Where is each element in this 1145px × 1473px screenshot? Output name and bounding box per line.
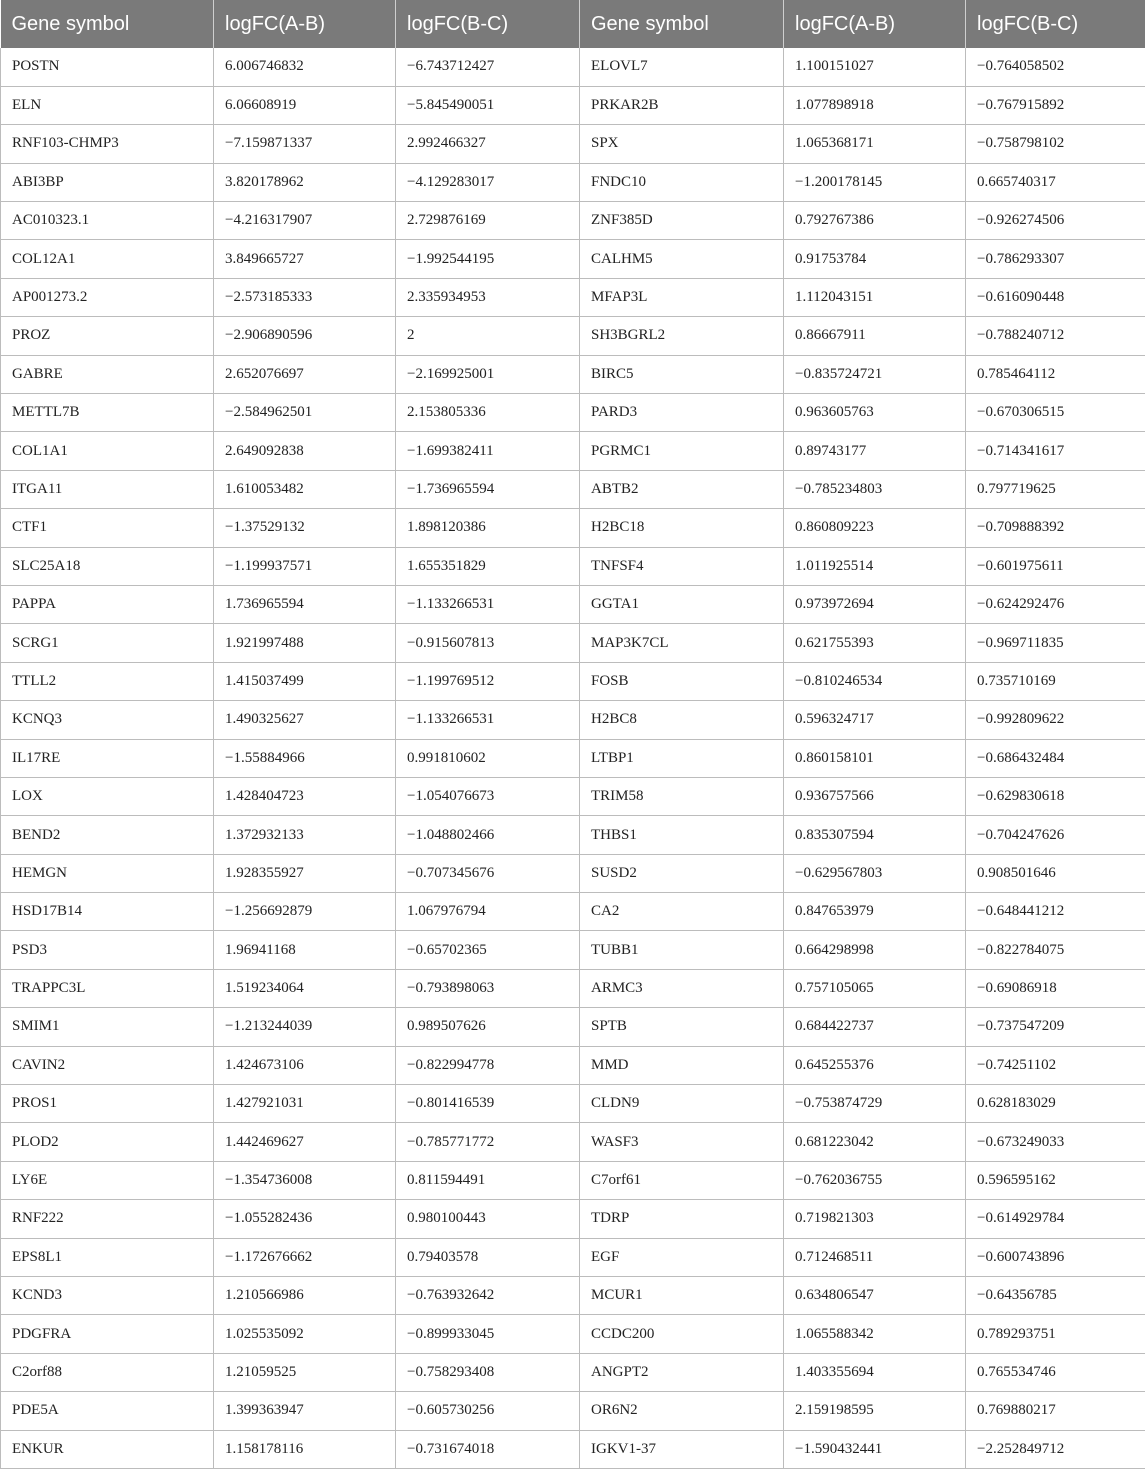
logfc-ab-right-cell: −0.629567803: [784, 854, 966, 892]
header-logfc-ab-right: logFC(A-B): [784, 0, 966, 48]
header-gene-symbol-left: Gene symbol: [1, 0, 214, 48]
table-row: [1, 1008, 1145, 1046]
gene-symbol-right-cell: MAP3K7CL: [580, 624, 784, 662]
logfc-bc-left-cell: 0.811594491: [396, 1161, 580, 1199]
logfc-bc-left-cell: −0.707345676: [396, 854, 580, 892]
logfc-ab-right-cell: 0.86667911: [784, 317, 966, 355]
header-logfc-bc-right: logFC(B-C): [977, 12, 1079, 35]
table-row: [1, 470, 1145, 508]
logfc-bc-left-cell: −1.133266531: [396, 701, 580, 739]
logfc-ab-left-cell: 1.210566986: [214, 1277, 396, 1315]
logfc-ab-right-cell: 0.847653979: [784, 893, 966, 931]
logfc-ab-left-cell: 1.736965594: [214, 585, 396, 623]
table-row: [1, 1430, 1145, 1468]
logfc-ab-right-cell: 2.159198595: [784, 1392, 966, 1430]
gene-symbol-left-cell: METTL7B: [1, 394, 214, 432]
table-header: [1, 0, 1145, 48]
gene-symbol-left-cell: COL1A1: [1, 432, 214, 470]
gene-symbol-left-cell: IL17RE: [1, 739, 214, 777]
gene-symbol-left-cell: RNF103-CHMP3: [1, 125, 214, 163]
logfc-bc-left-cell: −0.785771772: [396, 1123, 580, 1161]
gene-symbol-right-cell: ABTB2: [580, 470, 784, 508]
table-row: [1, 777, 1145, 815]
logfc-ab-left-cell: −1.055282436: [214, 1200, 396, 1238]
table-row: [1, 163, 1145, 201]
logfc-bc-right-cell: 0.797719625: [966, 470, 1145, 508]
gene-symbol-left-cell: PDGFRA: [1, 1315, 214, 1353]
logfc-ab-left-cell: 1.427921031: [214, 1085, 396, 1123]
logfc-bc-right-cell: 0.665740317: [966, 163, 1145, 201]
table-row: [1, 1277, 1145, 1315]
logfc-ab-right-cell: 0.645255376: [784, 1046, 966, 1084]
logfc-bc-right-cell: −2.252849712: [966, 1430, 1145, 1468]
table-row: [1, 1161, 1145, 1199]
logfc-ab-left-cell: 1.025535092: [214, 1315, 396, 1353]
gene-symbol-right-cell: PGRMC1: [580, 432, 784, 470]
logfc-ab-left-cell: −1.55884966: [214, 739, 396, 777]
logfc-bc-left-cell: −1.133266531: [396, 585, 580, 623]
logfc-bc-left-cell: −5.845490051: [396, 86, 580, 124]
logfc-bc-right-cell: −0.624292476: [966, 585, 1145, 623]
logfc-ab-left-cell: −2.584962501: [214, 394, 396, 432]
logfc-ab-left-cell: −1.256692879: [214, 893, 396, 931]
table-row: [1, 1392, 1145, 1430]
logfc-ab-left-cell: −2.906890596: [214, 317, 396, 355]
logfc-bc-left-cell: 2: [396, 317, 580, 355]
logfc-ab-right-cell: 0.634806547: [784, 1277, 966, 1315]
logfc-ab-right-cell: 1.077898918: [784, 86, 966, 124]
table-row: [1, 1200, 1145, 1238]
gene-symbol-right-cell: CCDC200: [580, 1315, 784, 1353]
table-row: [1, 1046, 1145, 1084]
logfc-bc-right-cell: −0.69086918: [966, 969, 1145, 1007]
gene-symbol-right-cell: BIRC5: [580, 355, 784, 393]
logfc-ab-left-cell: 6.006746832: [214, 48, 396, 86]
table-row: [1, 125, 1145, 163]
table-row: [1, 394, 1145, 432]
logfc-ab-right-cell: 0.792767386: [784, 202, 966, 240]
table-row: [1, 1238, 1145, 1276]
header-gene-symbol-right: Gene symbol: [580, 0, 784, 48]
logfc-ab-left-cell: 3.820178962: [214, 163, 396, 201]
logfc-bc-right-cell: −0.601975611: [966, 547, 1145, 585]
gene-symbol-left-cell: LY6E: [1, 1161, 214, 1199]
logfc-ab-left-cell: −7.159871337: [214, 125, 396, 163]
logfc-bc-right-cell: −0.616090448: [966, 278, 1145, 316]
table-row: [1, 854, 1145, 892]
gene-symbol-left-cell: PLOD2: [1, 1123, 214, 1161]
logfc-bc-left-cell: 0.980100443: [396, 1200, 580, 1238]
logfc-ab-left-cell: 1.928355927: [214, 854, 396, 892]
logfc-bc-right-cell: −0.673249033: [966, 1123, 1145, 1161]
logfc-bc-right-cell: −0.764058502: [966, 48, 1145, 86]
gene-symbol-right-cell: CA2: [580, 893, 784, 931]
logfc-bc-left-cell: −1.199769512: [396, 662, 580, 700]
logfc-bc-left-cell: 2.335934953: [396, 278, 580, 316]
logfc-ab-right-cell: 0.719821303: [784, 1200, 966, 1238]
logfc-bc-left-cell: −0.899933045: [396, 1315, 580, 1353]
gene-symbol-right-cell: SH3BGRL2: [580, 317, 784, 355]
header-logfc-ab-left: logFC(A-B): [214, 0, 396, 48]
table-row: [1, 240, 1145, 278]
logfc-bc-left-cell: −0.758293408: [396, 1353, 580, 1391]
logfc-ab-left-cell: −1.213244039: [214, 1008, 396, 1046]
logfc-ab-right-cell: 0.621755393: [784, 624, 966, 662]
logfc-bc-right-cell: −0.758798102: [966, 125, 1145, 163]
logfc-bc-right-cell: −0.714341617: [966, 432, 1145, 470]
gene-symbol-right-cell: ELOVL7: [580, 48, 784, 86]
gene-symbol-right-cell: SPTB: [580, 1008, 784, 1046]
logfc-ab-left-cell: 1.921997488: [214, 624, 396, 662]
gene-symbol-left-cell: ABI3BP: [1, 163, 214, 201]
logfc-bc-left-cell: 2.153805336: [396, 394, 580, 432]
logfc-bc-left-cell: −0.605730256: [396, 1392, 580, 1430]
logfc-bc-left-cell: −0.793898063: [396, 969, 580, 1007]
logfc-bc-right-cell: −0.992809622: [966, 701, 1145, 739]
table-row: [1, 278, 1145, 316]
table-row: [1, 1315, 1145, 1353]
logfc-bc-left-cell: 0.79403578: [396, 1238, 580, 1276]
logfc-ab-right-cell: 1.100151027: [784, 48, 966, 86]
gene-symbol-right-cell: SPX: [580, 125, 784, 163]
logfc-bc-left-cell: −0.731674018: [396, 1430, 580, 1468]
table-row: [1, 1353, 1145, 1391]
logfc-ab-right-cell: 0.973972694: [784, 585, 966, 623]
gene-symbol-left-cell: COL12A1: [1, 240, 214, 278]
logfc-ab-left-cell: −1.199937571: [214, 547, 396, 585]
logfc-ab-left-cell: 1.610053482: [214, 470, 396, 508]
logfc-ab-right-cell: 0.835307594: [784, 816, 966, 854]
gene-symbol-left-cell: SMIM1: [1, 1008, 214, 1046]
gene-symbol-right-cell: CLDN9: [580, 1085, 784, 1123]
logfc-bc-right-cell: −0.926274506: [966, 202, 1145, 240]
gene-symbol-left-cell: PROS1: [1, 1085, 214, 1123]
logfc-ab-left-cell: −1.354736008: [214, 1161, 396, 1199]
gene-symbol-right-cell: SUSD2: [580, 854, 784, 892]
logfc-ab-right-cell: −0.835724721: [784, 355, 966, 393]
gene-symbol-right-cell: MMD: [580, 1046, 784, 1084]
logfc-bc-right-cell: 0.789293751: [966, 1315, 1145, 1353]
table-row: [1, 893, 1145, 931]
logfc-bc-right-cell: 0.765534746: [966, 1353, 1145, 1391]
logfc-ab-right-cell: −0.762036755: [784, 1161, 966, 1199]
header-row: [1, 0, 1145, 48]
table-row: [1, 86, 1145, 124]
table-row: [1, 931, 1145, 969]
logfc-ab-left-cell: 1.519234064: [214, 969, 396, 1007]
gene-symbol-right-cell: GGTA1: [580, 585, 784, 623]
gene-symbol-right-cell: TDRP: [580, 1200, 784, 1238]
gene-symbol-left-cell: KCNQ3: [1, 701, 214, 739]
gene-symbol-left-cell: TTLL2: [1, 662, 214, 700]
logfc-bc-right-cell: −0.600743896: [966, 1238, 1145, 1276]
table-row: [1, 547, 1145, 585]
logfc-ab-right-cell: −1.590432441: [784, 1430, 966, 1468]
gene-symbol-right-cell: FNDC10: [580, 163, 784, 201]
gene-symbol-right-cell: C7orf61: [580, 1161, 784, 1199]
logfc-bc-left-cell: 1.655351829: [396, 547, 580, 585]
logfc-bc-left-cell: −1.048802466: [396, 816, 580, 854]
logfc-bc-left-cell: 2.992466327: [396, 125, 580, 163]
table-row: [1, 701, 1145, 739]
gene-symbol-left-cell: KCND3: [1, 1277, 214, 1315]
gene-symbol-left-cell: ELN: [1, 86, 214, 124]
gene-symbol-right-cell: OR6N2: [580, 1392, 784, 1430]
logfc-bc-right-cell: −0.74251102: [966, 1046, 1145, 1084]
logfc-ab-left-cell: 2.652076697: [214, 355, 396, 393]
gene-symbol-right-cell: IGKV1-37: [580, 1430, 784, 1468]
logfc-bc-left-cell: 1.067976794: [396, 893, 580, 931]
logfc-ab-right-cell: 0.681223042: [784, 1123, 966, 1161]
table-row: [1, 509, 1145, 547]
logfc-bc-left-cell: −0.801416539: [396, 1085, 580, 1123]
logfc-ab-right-cell: 0.91753784: [784, 240, 966, 278]
gene-symbol-left-cell: SLC25A18: [1, 547, 214, 585]
logfc-bc-right-cell: 0.735710169: [966, 662, 1145, 700]
logfc-ab-right-cell: 0.936757566: [784, 777, 966, 815]
logfc-ab-left-cell: 1.399363947: [214, 1392, 396, 1430]
logfc-ab-right-cell: 0.757105065: [784, 969, 966, 1007]
logfc-ab-right-cell: 1.011925514: [784, 547, 966, 585]
gene-symbol-right-cell: THBS1: [580, 816, 784, 854]
logfc-ab-right-cell: 1.065368171: [784, 125, 966, 163]
table-row: [1, 432, 1145, 470]
logfc-ab-right-cell: 0.89743177: [784, 432, 966, 470]
gene-symbol-right-cell: PARD3: [580, 394, 784, 432]
gene-symbol-left-cell: CTF1: [1, 509, 214, 547]
logfc-ab-right-cell: 0.664298998: [784, 931, 966, 969]
logfc-ab-left-cell: 1.158178116: [214, 1430, 396, 1468]
table-row: [1, 624, 1145, 662]
logfc-ab-right-cell: −0.753874729: [784, 1085, 966, 1123]
logfc-bc-right-cell: −0.767915892: [966, 86, 1145, 124]
table-row: [1, 969, 1145, 1007]
logfc-bc-right-cell: −0.686432484: [966, 739, 1145, 777]
table-row: [1, 585, 1145, 623]
logfc-bc-left-cell: −0.822994778: [396, 1046, 580, 1084]
table-row: [1, 1123, 1145, 1161]
gene-symbol-left-cell: ITGA11: [1, 470, 214, 508]
logfc-ab-left-cell: 6.06608919: [214, 86, 396, 124]
table-row: [1, 816, 1145, 854]
table-row: [1, 355, 1145, 393]
logfc-bc-right-cell: −0.737547209: [966, 1008, 1145, 1046]
gene-symbol-left-cell: LOX: [1, 777, 214, 815]
logfc-ab-right-cell: 1.112043151: [784, 278, 966, 316]
gene-symbol-right-cell: TRIM58: [580, 777, 784, 815]
logfc-ab-right-cell: 0.860809223: [784, 509, 966, 547]
gene-symbol-left-cell: PDE5A: [1, 1392, 214, 1430]
logfc-bc-right-cell: −0.670306515: [966, 394, 1145, 432]
logfc-bc-right-cell: −0.64356785: [966, 1277, 1145, 1315]
logfc-bc-left-cell: 0.989507626: [396, 1008, 580, 1046]
gene-symbol-left-cell: GABRE: [1, 355, 214, 393]
table-row: [1, 317, 1145, 355]
table-row: [1, 1085, 1145, 1123]
gene-symbol-right-cell: ZNF385D: [580, 202, 784, 240]
table-row: [1, 48, 1145, 86]
logfc-bc-right-cell: −0.786293307: [966, 240, 1145, 278]
gene-symbol-left-cell: C2orf88: [1, 1353, 214, 1391]
table-body: [1, 48, 1145, 1468]
gene-symbol-right-cell: CALHM5: [580, 240, 784, 278]
header-logfc-bc-left: logFC(B-C): [396, 0, 580, 48]
logfc-bc-right-cell: −0.969711835: [966, 624, 1145, 662]
gene-symbol-left-cell: HEMGN: [1, 854, 214, 892]
gene-symbol-left-cell: PROZ: [1, 317, 214, 355]
logfc-bc-left-cell: −4.129283017: [396, 163, 580, 201]
gene-symbol-right-cell: MCUR1: [580, 1277, 784, 1315]
gene-symbol-left-cell: TRAPPC3L: [1, 969, 214, 1007]
gene-symbol-left-cell: PAPPA: [1, 585, 214, 623]
logfc-bc-right-cell: 0.596595162: [966, 1161, 1145, 1199]
gene-symbol-right-cell: TNFSF4: [580, 547, 784, 585]
gene-symbol-left-cell: CAVIN2: [1, 1046, 214, 1084]
logfc-ab-left-cell: −2.573185333: [214, 278, 396, 316]
gene-symbol-left-cell: AC010323.1: [1, 202, 214, 240]
logfc-ab-right-cell: −1.200178145: [784, 163, 966, 201]
logfc-ab-left-cell: −4.216317907: [214, 202, 396, 240]
logfc-ab-right-cell: −0.785234803: [784, 470, 966, 508]
table-row: [1, 202, 1145, 240]
logfc-bc-right-cell: 0.785464112: [966, 355, 1145, 393]
logfc-bc-left-cell: −0.763932642: [396, 1277, 580, 1315]
logfc-bc-left-cell: −0.915607813: [396, 624, 580, 662]
gene-symbol-right-cell: WASF3: [580, 1123, 784, 1161]
logfc-bc-right-cell: 0.628183029: [966, 1085, 1145, 1123]
logfc-ab-left-cell: 1.490325627: [214, 701, 396, 739]
gene-symbol-left-cell: BEND2: [1, 816, 214, 854]
logfc-bc-left-cell: 2.729876169: [396, 202, 580, 240]
logfc-bc-right-cell: −0.648441212: [966, 893, 1145, 931]
logfc-bc-right-cell: 0.908501646: [966, 854, 1145, 892]
logfc-ab-right-cell: 0.596324717: [784, 701, 966, 739]
logfc-bc-left-cell: 0.991810602: [396, 739, 580, 777]
gene-symbol-right-cell: LTBP1: [580, 739, 784, 777]
logfc-ab-right-cell: 0.684422737: [784, 1008, 966, 1046]
logfc-bc-right-cell: 0.769880217: [966, 1392, 1145, 1430]
logfc-bc-left-cell: −1.054076673: [396, 777, 580, 815]
logfc-bc-left-cell: −1.699382411: [396, 432, 580, 470]
logfc-ab-right-cell: 1.065588342: [784, 1315, 966, 1353]
logfc-ab-left-cell: 1.415037499: [214, 662, 396, 700]
gene-symbol-right-cell: ARMC3: [580, 969, 784, 1007]
gene-symbol-left-cell: RNF222: [1, 1200, 214, 1238]
logfc-bc-right-cell: −0.788240712: [966, 317, 1145, 355]
logfc-ab-left-cell: 1.21059525: [214, 1353, 396, 1391]
logfc-bc-left-cell: −0.65702365: [396, 931, 580, 969]
logfc-ab-right-cell: 0.963605763: [784, 394, 966, 432]
table-row: [1, 739, 1145, 777]
gene-symbol-right-cell: H2BC18: [580, 509, 784, 547]
gene-symbol-left-cell: EPS8L1: [1, 1238, 214, 1276]
logfc-ab-right-cell: 1.403355694: [784, 1353, 966, 1391]
logfc-ab-left-cell: 1.428404723: [214, 777, 396, 815]
logfc-ab-left-cell: −1.172676662: [214, 1238, 396, 1276]
gene-symbol-right-cell: EGF: [580, 1238, 784, 1276]
gene-symbol-right-cell: TUBB1: [580, 931, 784, 969]
gene-symbol-left-cell: POSTN: [1, 48, 214, 86]
logfc-bc-right-cell: −0.614929784: [966, 1200, 1145, 1238]
gene-symbol-right-cell: H2BC8: [580, 701, 784, 739]
logfc-bc-left-cell: −1.992544195: [396, 240, 580, 278]
logfc-ab-right-cell: 0.860158101: [784, 739, 966, 777]
gene-symbol-right-cell: PRKAR2B: [580, 86, 784, 124]
logfc-ab-left-cell: 1.424673106: [214, 1046, 396, 1084]
gene-symbol-left-cell: HSD17B14: [1, 893, 214, 931]
logfc-ab-left-cell: −1.37529132: [214, 509, 396, 547]
logfc-ab-left-cell: 3.849665727: [214, 240, 396, 278]
logfc-ab-left-cell: 1.442469627: [214, 1123, 396, 1161]
logfc-ab-right-cell: 0.712468511: [784, 1238, 966, 1276]
gene-symbol-left-cell: ENKUR: [1, 1430, 214, 1468]
logfc-ab-left-cell: 1.372932133: [214, 816, 396, 854]
table-row: [1, 662, 1145, 700]
gene-symbol-right-cell: MFAP3L: [580, 278, 784, 316]
logfc-bc-left-cell: −6.743712427: [396, 48, 580, 86]
logfc-ab-left-cell: 1.96941168: [214, 931, 396, 969]
logfc-bc-left-cell: −2.169925001: [396, 355, 580, 393]
logfc-ab-right-cell: −0.810246534: [784, 662, 966, 700]
logfc-bc-right-cell: −0.704247626: [966, 816, 1145, 854]
gene-symbol-right-cell: ANGPT2: [580, 1353, 784, 1391]
gene-symbol-left-cell: PSD3: [1, 931, 214, 969]
logfc-bc-right-cell: −0.629830618: [966, 777, 1145, 815]
gene-symbol-left-cell: AP001273.2: [1, 278, 214, 316]
logfc-bc-right-cell: −0.709888392: [966, 509, 1145, 547]
logfc-bc-left-cell: 1.898120386: [396, 509, 580, 547]
logfc-ab-left-cell: 2.649092838: [214, 432, 396, 470]
gene-symbol-left-cell: SCRG1: [1, 624, 214, 662]
logfc-bc-right-cell: −0.822784075: [966, 931, 1145, 969]
logfc-bc-left-cell: −1.736965594: [396, 470, 580, 508]
gene-symbol-right-cell: FOSB: [580, 662, 784, 700]
